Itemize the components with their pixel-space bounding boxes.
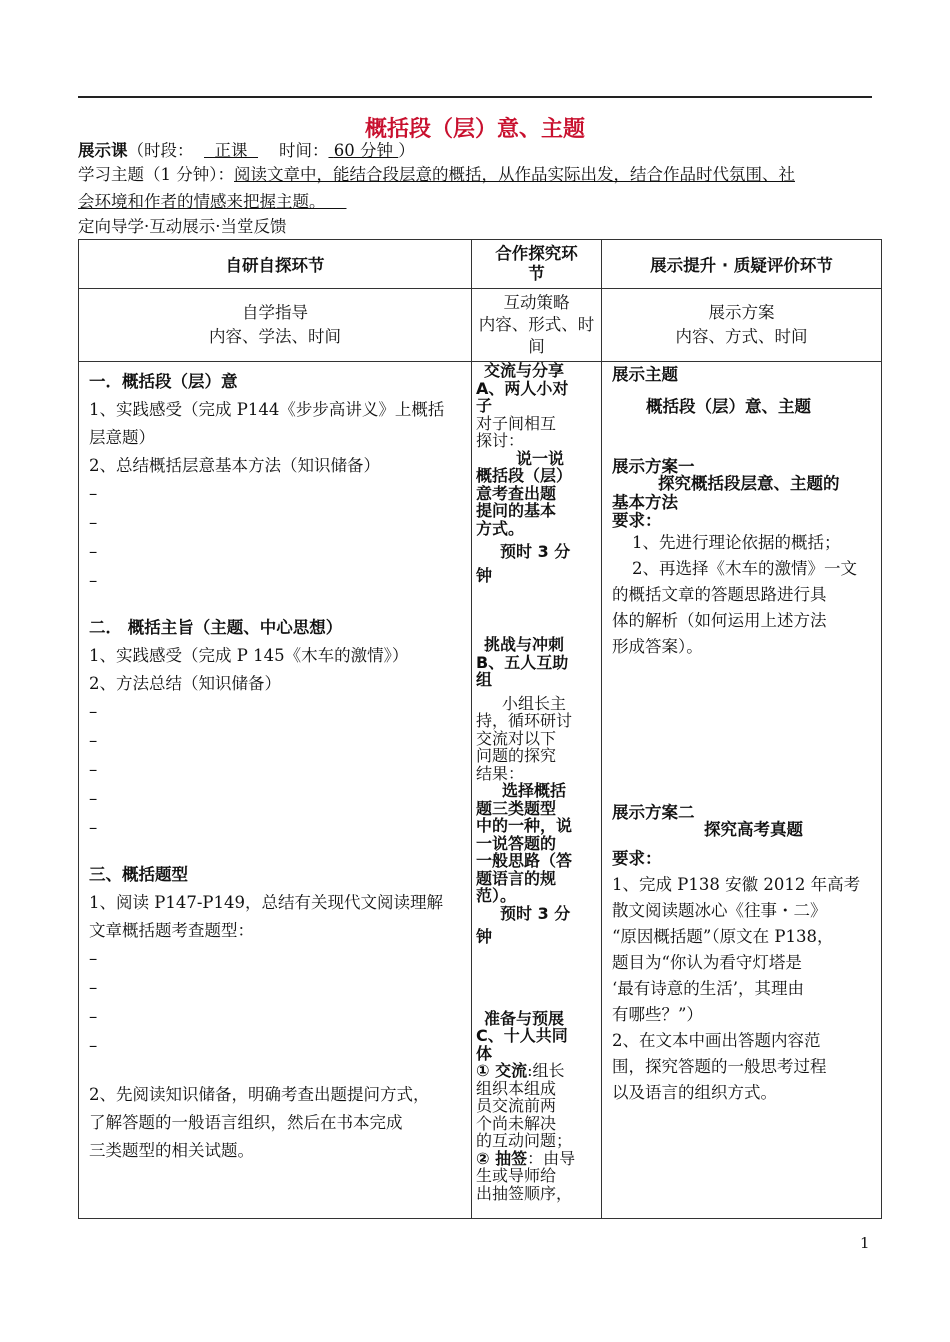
col1-header: 自研自探环节 xyxy=(79,240,472,289)
section3-item2: 2、先阅读知识储备，明确考查出题提问方式， 了解答题的一般语言组织，然后在书本完成 三类题型的相关试题。 xyxy=(89,1085,430,1160)
group-c: 准备与预展 C、十人共同 体 ① 交流:组长 组织本组成 员交流前两 个尚未解决 的互动问题； ② 抽签：由导 生或导师给 出抽签顺序， xyxy=(476,1008,576,1203)
blank-line: – xyxy=(89,1036,98,1055)
period-value: 正课 xyxy=(214,141,248,160)
subheader-row xyxy=(79,289,882,362)
group-a: 交流与分享 A、两人小对 子 对子间相互 探讨： 说一说 概括段（层） 意考查出题 提问的基本 方式。 预时 3 分 钟 xyxy=(476,361,573,585)
col3-subheader: 展示方案 内容、方式、时间 xyxy=(602,289,882,362)
blank-line: – xyxy=(89,949,98,968)
page-title: 概括段（层）意、主题 xyxy=(364,117,585,142)
self-study-cell xyxy=(79,362,472,1219)
study-topic-cont xyxy=(78,189,878,215)
blank-line: – xyxy=(89,571,98,590)
plan2-title: 探究高考真题 xyxy=(704,820,803,839)
col2-subheader: 互动策略 内容、形式、时 间 xyxy=(472,289,602,362)
period-prefix: （时段： xyxy=(127,141,194,160)
time-prefix: 时间： xyxy=(278,141,329,160)
section2-item2: 2、方法总结（知识储备） xyxy=(89,674,281,693)
section2-title: 二． 概括主旨（主题、中心思想） xyxy=(89,618,343,637)
blank-line: – xyxy=(89,1007,98,1026)
top-rule xyxy=(78,96,872,98)
topic-line2: 会环境和作者的情感来把握主题。 xyxy=(78,192,326,211)
col2-header: 合作探究环 节 xyxy=(472,240,602,289)
plan1-req-label: 要求： xyxy=(612,511,662,530)
presentation-cell: 展示主题 概括段（层）意、主题 展示方案一 探究概括段层意、主题的 基本方法 要求： 1、先进行理论依据的概括； 2、再选择《木车的激情》一文 的概括文章的答题思路进行具 体的解析（如何运用上述方法 形成答案）。 展示方案二 探究高考真题 要求： 1、完成 P138 安徽 2012 年高考 散文阅读题冰心《往事・二》 “原因概括题”（原文在 P138， 题目为“你认为看守灯塔是 ‘最有诗意的生活’，其理由 有哪些？”） 2、在文本中画出答题内容范 围，探究答题的一般思考过程 以及语言的组织方式。 xyxy=(602,362,882,1219)
plan1-req2: 2、再选择《木车的激情》一文 xyxy=(632,559,857,578)
section1-title: 一．概括段（层）意 xyxy=(89,372,238,391)
plan2-req1: 1、完成 P138 安徽 2012 年高考 散文阅读题冰心《往事・二》 “原因概括题”（原文在 P138， 题目为“你认为看守灯塔是 ‘最有诗意的生活’，其理由 有哪些？”） xyxy=(612,875,861,1024)
plan2-label: 展示方案二 xyxy=(612,803,695,822)
section3-title: 三、概括题型 xyxy=(89,865,188,884)
blank-line: – xyxy=(89,702,98,721)
blank-line: – xyxy=(89,978,98,997)
col1-subheader: 自学指导 内容、学法、时间 xyxy=(79,289,472,362)
section1-item1: 1、实践感受（完成 P144《步步高讲义》上概括 层意题） xyxy=(89,400,445,447)
header-row xyxy=(79,240,882,289)
cooperation-cell xyxy=(472,362,602,1219)
plan2-req-label: 要求： xyxy=(612,849,662,868)
plan2-req2: 2、在文本中画出答题内容范 围，探究答题的一般思考过程 以及语言的组织方式。 xyxy=(612,1031,827,1102)
course-info-line xyxy=(78,138,878,164)
topic-prefix: 学习主题（1 分钟）： xyxy=(78,165,234,184)
topic-line1: 阅读文章中，能结合段层意的概括，从作品实际出发，结合作品时代氛围、社 xyxy=(234,165,795,184)
blank-line: – xyxy=(89,760,98,779)
time-value: 60 分钟 xyxy=(333,141,393,160)
content-row xyxy=(79,362,882,1219)
blank-line: – xyxy=(89,789,98,808)
study-topic xyxy=(78,162,878,188)
plan1-title: 探究概括段层意、主题的 xyxy=(658,474,840,493)
page-number: 1 xyxy=(860,1234,870,1252)
blank-line: – xyxy=(89,818,98,837)
blank-line: – xyxy=(89,731,98,750)
guide-line: 定向导学·互动展示·当堂反馈 xyxy=(78,217,287,236)
plan1-req1: 1、先进行理论依据的概括； xyxy=(632,533,841,552)
plan1-label: 展示方案一 xyxy=(612,457,695,476)
blank-line: – xyxy=(89,513,98,532)
section3-item1: 1、阅读 P147-P149，总结有关现代文阅读理解 文章概括题考查题型： xyxy=(89,893,444,940)
plan1-title-cont: 基本方法 xyxy=(612,493,678,512)
section2-item1: 1、实践感受（完成 P 145《木车的激情》） xyxy=(89,646,409,665)
course-label: 展示课 xyxy=(78,141,128,160)
group-b: 挑战与冲刺 B、五人互助 组 小组长主 持，循环研讨 交流对以下 问题的探究 结果： 选择概括 题三类题型 中的一种，说 一说答题的 一般思路（答 题语言的规 范）。 预时 3 分 钟 xyxy=(476,635,573,946)
blank-line: – xyxy=(89,484,98,503)
theme-value: 概括段（层）意、主题 xyxy=(646,397,811,416)
lesson-table xyxy=(78,239,882,1219)
blank-line: – xyxy=(89,542,98,561)
theme-label: 展示主题 xyxy=(612,365,678,384)
time-suffix: ） xyxy=(398,141,415,160)
col3-header: 展示提升 · 质疑评价环节 xyxy=(602,240,882,289)
section1-item2: 2、总结概括层意基本方法（知识储备） xyxy=(89,456,380,475)
